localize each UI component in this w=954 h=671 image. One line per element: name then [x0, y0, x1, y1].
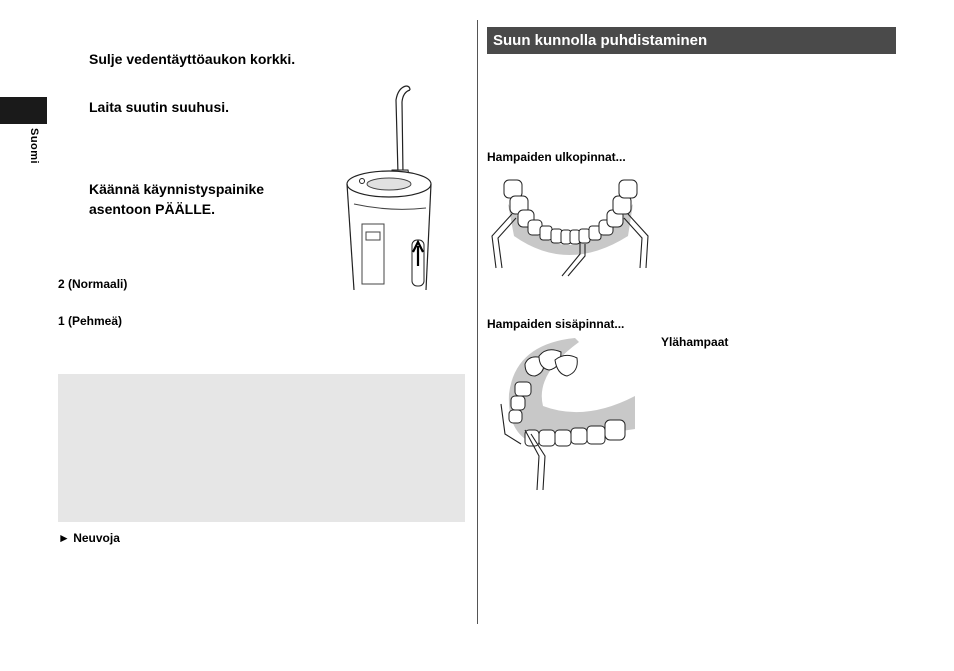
outer-teeth-illustration [488, 176, 653, 276]
inner-surfaces-label: Hampaiden sisäpinnat... [487, 317, 625, 331]
upper-teeth-label: Ylähampaat [661, 335, 729, 349]
mode-normal-label: 2 (Normaali) [58, 277, 128, 291]
language-label: Suomi [28, 128, 40, 165]
note-box [58, 374, 465, 522]
outer-surfaces-label: Hampaiden ulkopinnat... [487, 150, 626, 164]
tip-label: ► Neuvoja [58, 531, 120, 545]
language-tab-marker [0, 97, 47, 124]
column-divider [477, 20, 478, 624]
water-flosser-illustration [340, 82, 440, 292]
inner-teeth-illustration [495, 334, 645, 494]
step-close-lid: Sulje vedentäyttöaukon korkki. [89, 51, 296, 67]
mode-soft-label: 1 (Pehmeä) [58, 314, 123, 328]
step-switch-on: Käännä käynnistyspainike asentoon PÄÄLLE. [89, 181, 265, 217]
section-heading: Suun kunnolla puhdistaminen [487, 27, 896, 54]
step-nozzle-in-mouth: Laita suutin suuhusi. [89, 99, 230, 115]
